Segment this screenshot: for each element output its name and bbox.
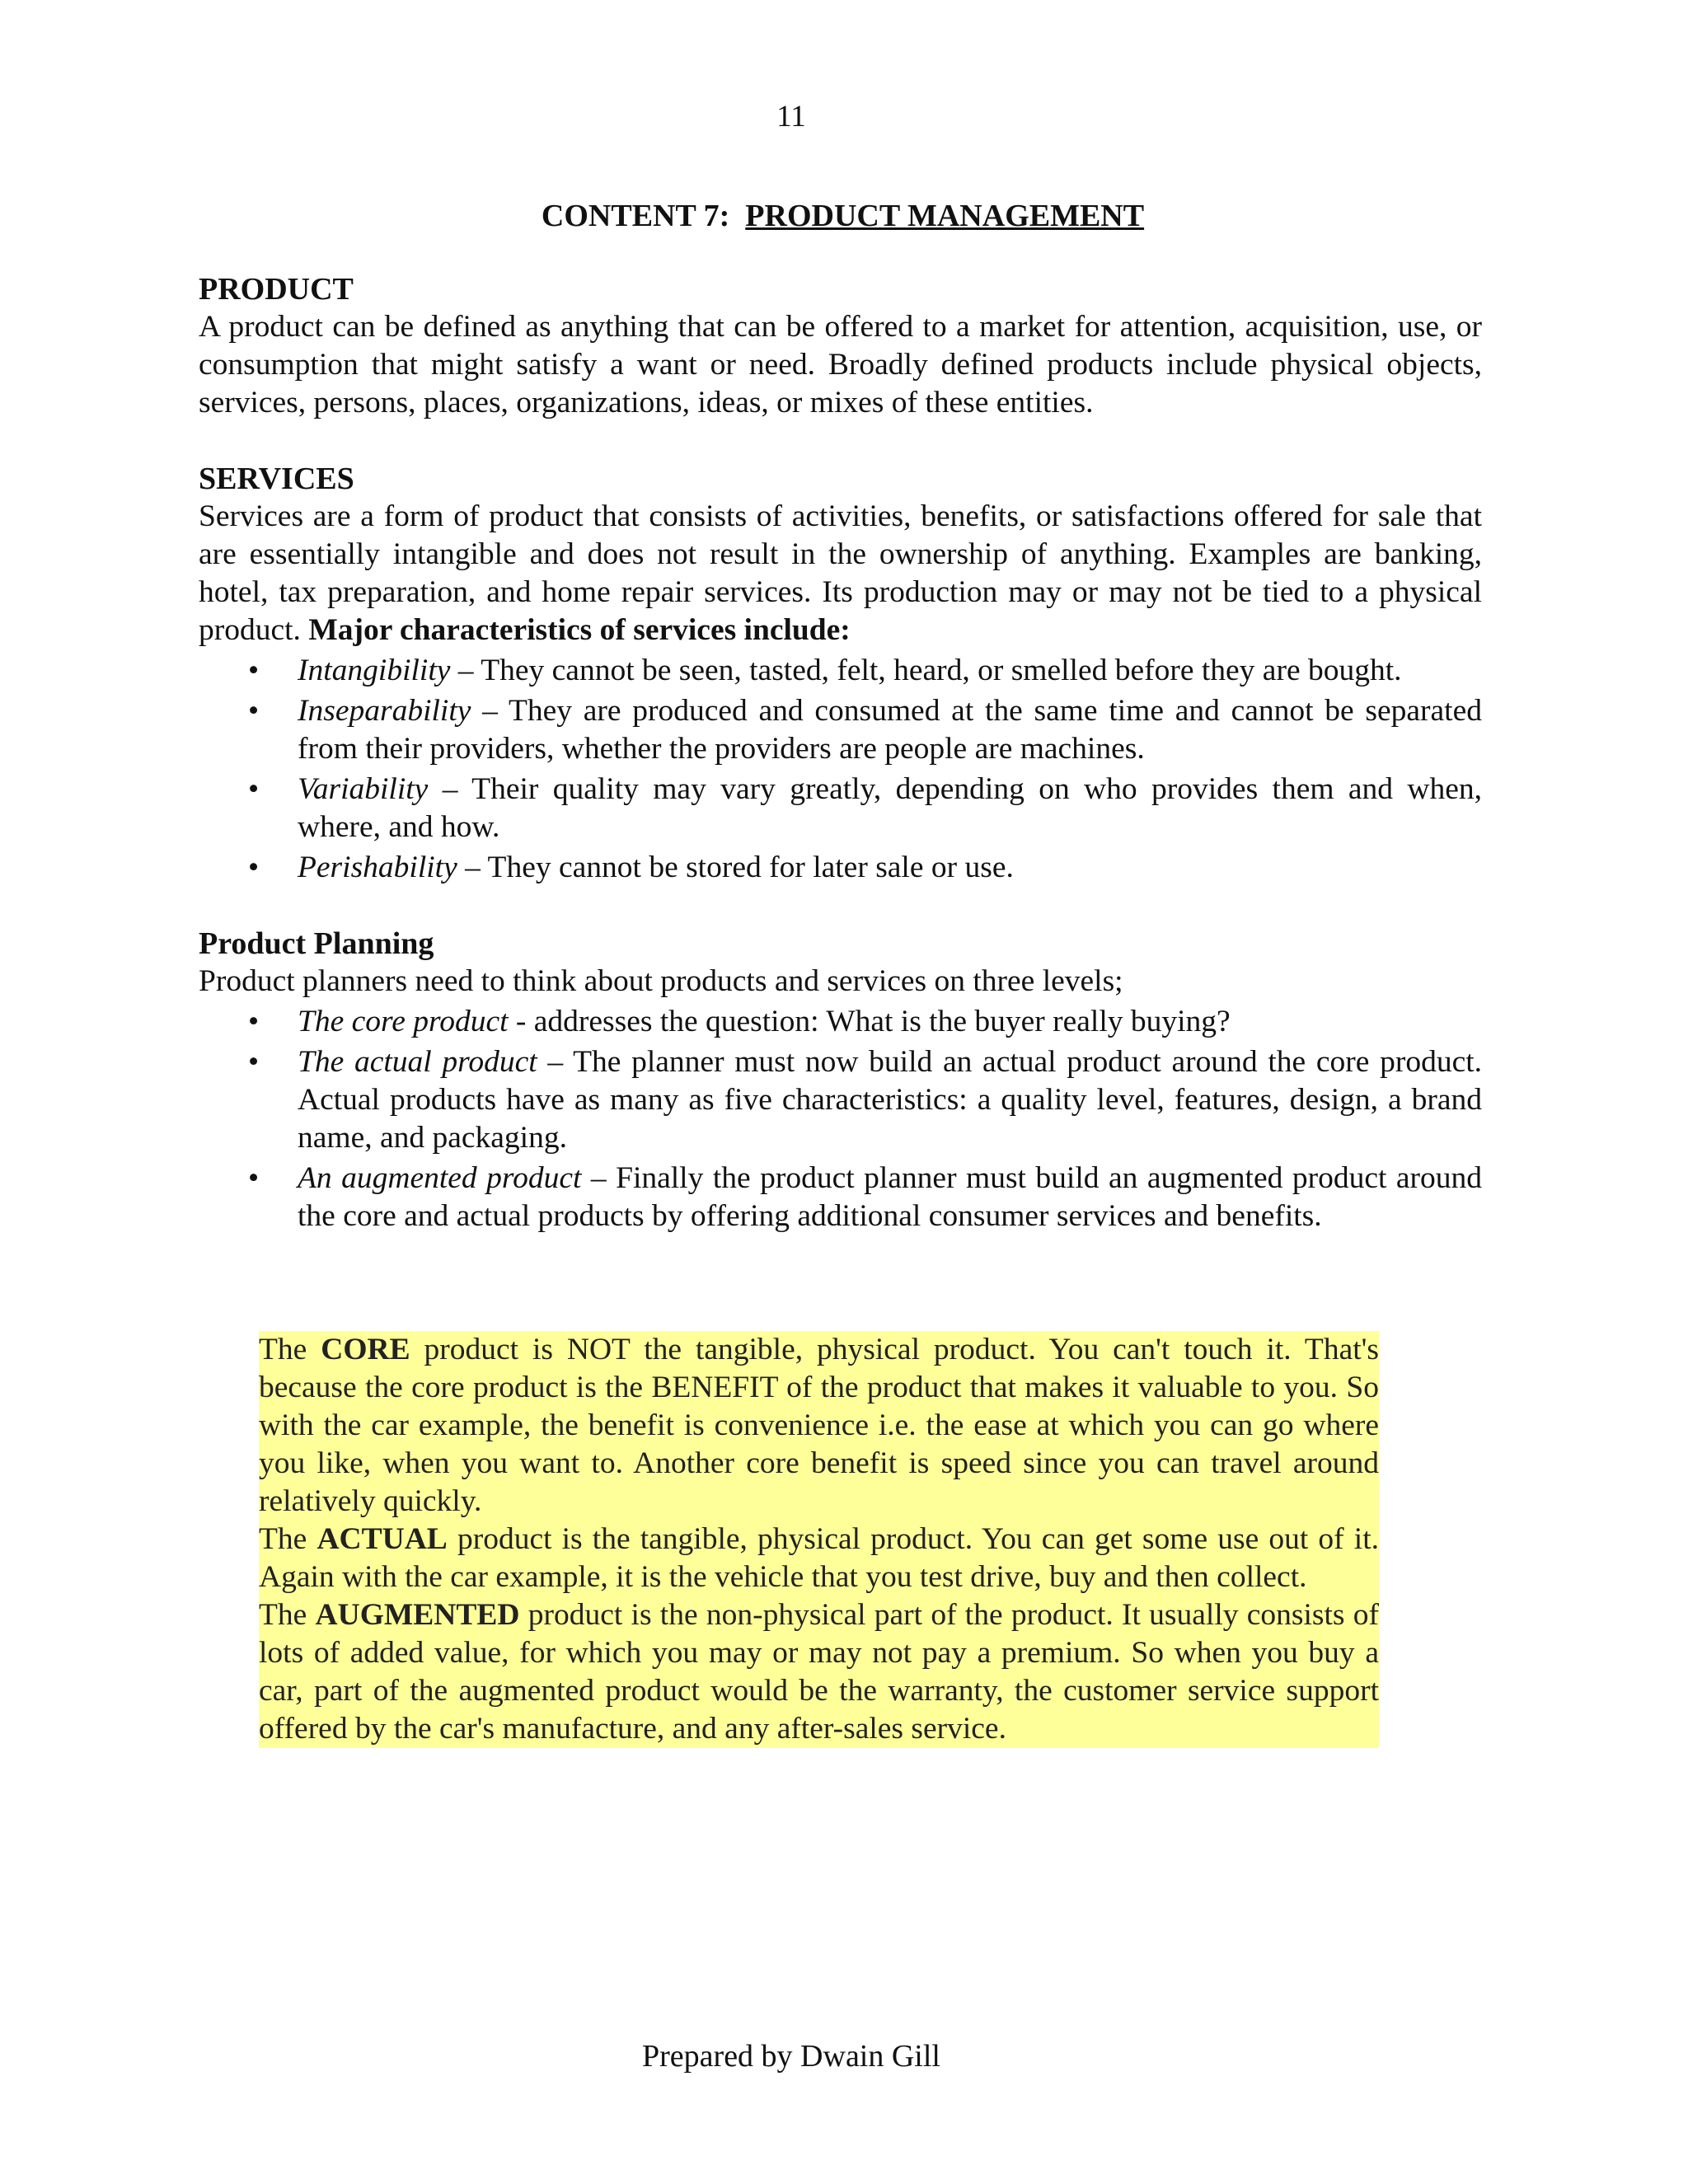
highlight-paragraph-core bbox=[259, 1331, 1379, 1521]
list-item-text: – Finally the product planner must build an augmented product around the core and actual products by offering additional consumer services and benefits. bbox=[298, 1161, 1482, 1233]
highlight-text: product is the non-physical part of the product. It usually consists of lots of added value, for which you may or may not pay a premium. So when you buy a car, part of the augmented product would be the warranty, the customer service support offered by the car's manufacture, and any after-sales service. bbox=[259, 1598, 1379, 1746]
page-number: 11 bbox=[776, 100, 806, 134]
section-heading-product: PRODUCT bbox=[199, 272, 354, 307]
services-characteristics-list bbox=[199, 652, 1482, 887]
section-services bbox=[199, 460, 1482, 887]
list-item-text: – The planner must now build an actual product around the core product. Actual products have as many as five characteristics: a quality level, features, design, a brand name, and packaging. bbox=[298, 1045, 1483, 1155]
list-item-text: – They are produced and consumed at the same time and cannot be separated from their providers, whether the providers are people are machines. bbox=[298, 694, 1482, 766]
highlight-term: CORE bbox=[321, 1333, 410, 1366]
highlight-lead: The bbox=[259, 1522, 317, 1556]
page-title-main: PRODUCT MANAGEMENT bbox=[745, 199, 1145, 233]
list-item bbox=[199, 849, 1482, 887]
highlight-paragraph-actual bbox=[259, 1521, 1379, 1596]
list-item bbox=[199, 652, 1482, 690]
list-item-text: – Their quality may vary greatly, depending on who provides them and when, where, and how. bbox=[298, 772, 1482, 844]
list-item-term: An augmented product bbox=[298, 1161, 582, 1195]
list-item-term: Inseparability bbox=[298, 694, 471, 728]
section-heading-services: SERVICES bbox=[199, 462, 354, 496]
planning-levels-list bbox=[199, 1003, 1482, 1235]
paragraph-services-definition bbox=[199, 498, 1482, 649]
section-heading-product-planning: Product Planning bbox=[199, 926, 434, 961]
paragraph-product-definition: A product can be defined as anything that can be offered to a market for attention, acquisition, use, or consumption that might satisfy a want or need. Broadly defined products include physical objects, services, persons, places, organizations, ideas, or mixes of these entities. bbox=[199, 310, 1482, 419]
section-product bbox=[199, 270, 1482, 422]
list-item-term: Intangibility bbox=[298, 654, 451, 687]
services-body-bold: Major characteristics of services include: bbox=[308, 613, 851, 647]
bullet-icon: • bbox=[248, 1005, 260, 1038]
highlight-lead: The bbox=[259, 1598, 316, 1632]
list-item-term: The actual product bbox=[298, 1045, 537, 1079]
paragraph-planning-intro: Product planners need to think about products and services on three levels; bbox=[199, 964, 1123, 998]
highlight-paragraph-augmented bbox=[259, 1596, 1379, 1748]
list-item bbox=[199, 771, 1482, 846]
list-item-text: – They cannot be stored for later sale or use. bbox=[457, 851, 1014, 884]
list-item bbox=[199, 1003, 1482, 1041]
list-item-text: - addresses the question: What is the buyer really buying? bbox=[508, 1005, 1231, 1038]
page-title-prefix: CONTENT 7: bbox=[541, 199, 730, 233]
list-item-term: Perishability bbox=[298, 851, 457, 884]
list-item bbox=[199, 1043, 1482, 1157]
bullet-icon: • bbox=[248, 1045, 260, 1079]
list-item-term: The core product bbox=[298, 1005, 509, 1038]
page-footer: Prepared by Dwain Gill bbox=[642, 2039, 940, 2074]
list-item bbox=[199, 1160, 1482, 1235]
highlight-text: product is NOT the tangible, physical product. You can't touch it. That's because the core product is the BENEFIT of the product that makes it valuable to you. So with the car example, the benefit is convenience i.e. the ease at which you can go where you like, when you want to. Another core benefit is speed since you can travel around relatively quickly. bbox=[259, 1333, 1379, 1518]
spacer bbox=[199, 887, 1482, 925]
highlight-term: ACTUAL bbox=[316, 1522, 448, 1556]
main-content bbox=[199, 270, 1482, 1235]
list-item bbox=[199, 692, 1482, 768]
bullet-icon: • bbox=[248, 1161, 260, 1195]
bullet-icon: • bbox=[248, 694, 260, 728]
list-item-term: Variability bbox=[298, 772, 429, 806]
section-product-planning bbox=[199, 925, 1482, 1235]
services-body-text: Services are a form of product that consists of activities, benefits, or satisfactions offered for sale that are essentially intangible and does not result in the ownership of anything. Examples are banking, hotel, tax preparation, and home repair services. Its production may or may not be tied to a physical product. bbox=[199, 499, 1482, 647]
highlight-term: AUGMENTED bbox=[315, 1598, 520, 1632]
bullet-icon: • bbox=[248, 851, 260, 884]
page-title bbox=[0, 198, 1686, 234]
highlighted-note bbox=[259, 1331, 1379, 1748]
bullet-icon: • bbox=[248, 772, 260, 806]
bullet-icon: • bbox=[248, 654, 260, 687]
highlight-lead: The bbox=[259, 1333, 321, 1366]
list-item-text: – They cannot be seen, tasted, felt, heard, or smelled before they are bought. bbox=[450, 654, 1402, 687]
highlight-text: product is the tangible, physical product. You can get some use out of it. Again with the car example, it is the vehicle that you test drive, buy and then collect. bbox=[259, 1522, 1379, 1594]
spacer bbox=[199, 422, 1482, 460]
